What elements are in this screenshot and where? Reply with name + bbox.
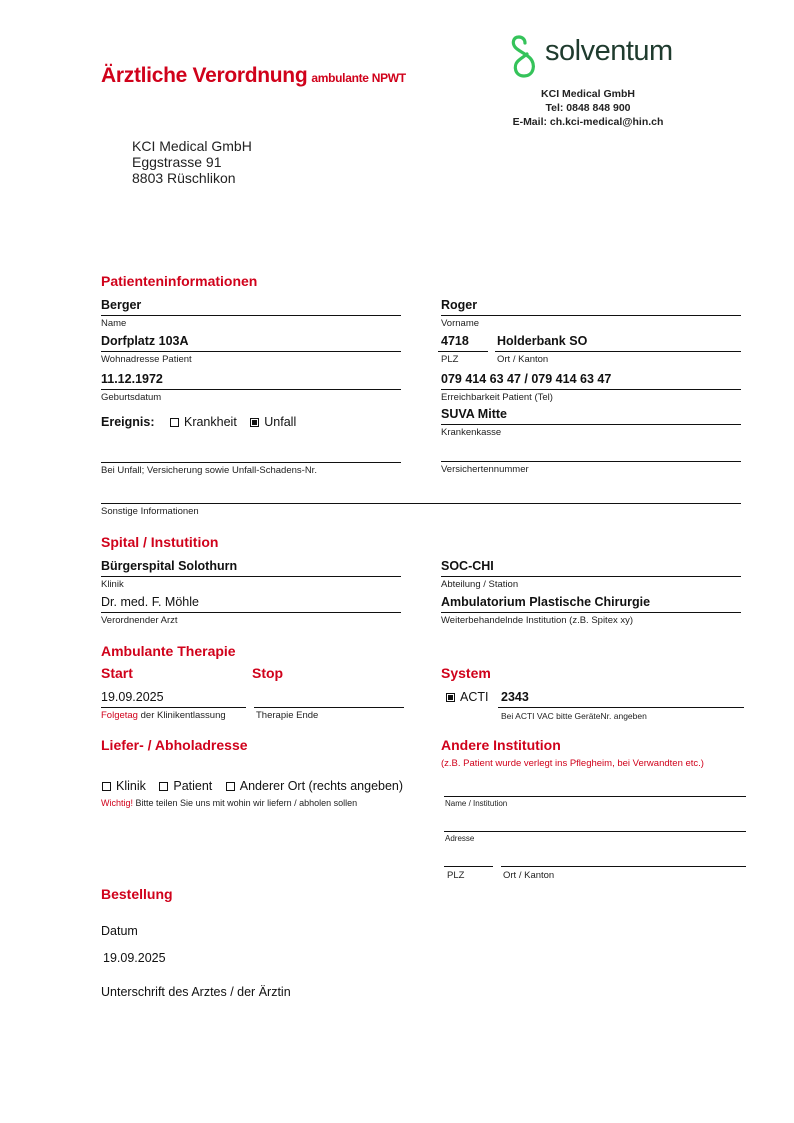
acti-label: ACTI — [460, 690, 489, 704]
doctor-value[interactable]: Dr. med. F. Möhle — [101, 595, 199, 609]
delivery-note — [101, 798, 357, 808]
start-heading: Start — [101, 665, 133, 681]
patient-vorname-value[interactable]: Roger — [441, 298, 478, 312]
patient-phone-value[interactable]: 079 414 63 47 / 079 414 63 47 — [441, 372, 612, 386]
patient-checkbox[interactable] — [159, 782, 168, 791]
delivery-note-red: Wichtig! — [101, 798, 134, 808]
doctor-label: Verordnender Arzt — [101, 615, 178, 626]
patient-name-label: Name — [101, 318, 127, 329]
other-address-line[interactable] — [444, 831, 746, 832]
patient-insurer-line — [441, 424, 741, 425]
other-name-line[interactable] — [444, 796, 746, 797]
recipient-line2: Eggstrasse 91 — [132, 154, 222, 170]
patient-ort-label: Ort / Kanton — [497, 354, 549, 365]
klinik-label: Klinik — [116, 779, 146, 793]
other-institution-heading: Andere Institution — [441, 737, 561, 753]
order-date-label: Datum — [101, 924, 138, 938]
recipient-line1: KCI Medical GmbH — [132, 138, 252, 154]
company-tel: Tel: 0848 848 900 — [545, 102, 631, 114]
doctor-line — [101, 612, 401, 613]
device-number-label: Bei ACTI VAC bitte GeräteNr. angeben — [501, 711, 647, 721]
accident-line[interactable] — [101, 462, 401, 463]
patient-birthdate-value[interactable]: 11.12.1972 — [101, 372, 163, 386]
logo-text: solventum — [545, 35, 673, 67]
department-value[interactable]: SOC-CHI — [441, 559, 494, 573]
department-line — [441, 576, 741, 577]
logo-mark-icon — [509, 34, 541, 80]
patient-phone-label: Erreichbarkeit Patient (Tel) — [441, 392, 553, 403]
patient-address-value[interactable]: Dorfplatz 103A — [101, 334, 189, 348]
patient-vorname-line — [441, 315, 741, 316]
event-label: Ereignis: — [101, 415, 155, 429]
event-selection — [101, 415, 306, 429]
insured-number-label: Versichertennummer — [441, 464, 529, 475]
start-date-label — [101, 710, 226, 721]
patient-insurer-label: Krankenkasse — [441, 427, 502, 438]
anderer-ort-checkbox[interactable] — [226, 782, 235, 791]
anderer-ort-label: Anderer Ort (rechts angeben) — [239, 779, 404, 793]
device-number-value[interactable]: 2343 — [501, 690, 529, 704]
recipient-line3: 8803 Rüschlikon — [132, 170, 236, 186]
signature-label: Unterschrift des Arztes / der Ärztin — [101, 985, 291, 999]
company-info — [500, 87, 676, 129]
other-info-label: Sonstige Informationen — [101, 506, 199, 517]
acti-checkbox[interactable] — [446, 693, 455, 702]
title-text: Ärztliche Verordnung — [101, 64, 308, 87]
patient-plz-value[interactable]: 4718 — [441, 334, 469, 348]
start-date-value[interactable]: 19.09.2025 — [101, 690, 164, 704]
stop-date-line[interactable] — [254, 707, 404, 708]
start-label-red: Folgetag — [101, 710, 138, 721]
document-title — [101, 64, 406, 88]
order-date-value[interactable]: 19.09.2025 — [103, 951, 166, 965]
title-subtitle: ambulante NPWT — [311, 71, 406, 85]
patient-name-line — [101, 315, 401, 316]
patient-address-line — [101, 351, 401, 352]
insured-number-line[interactable] — [441, 461, 741, 462]
patient-birthdate-label: Geburtsdatum — [101, 392, 162, 403]
company-name: KCI Medical GmbH — [541, 88, 635, 100]
patient-insurer-value[interactable]: SUVA Mitte — [441, 407, 507, 421]
solventum-logo — [509, 34, 684, 80]
patient-ort-line — [495, 351, 741, 352]
order-heading: Bestellung — [101, 886, 173, 902]
device-number-line — [498, 707, 744, 708]
patient-plz-label: PLZ — [441, 354, 459, 365]
patient-birthdate-line — [101, 389, 401, 390]
stop-date-label: Therapie Ende — [256, 710, 319, 721]
therapy-heading: Ambulante Therapie — [101, 643, 236, 659]
other-institution-hint: (z.B. Patient wurde verlegt ins Pflegheim, bei Verwandten etc.) — [441, 758, 704, 769]
system-option — [446, 690, 488, 704]
patient-address-label: Wohnadresse Patient — [101, 354, 192, 365]
other-ort-label: Ort / Kanton — [503, 870, 555, 881]
patient-plz-line — [438, 351, 488, 352]
clinic-value[interactable]: Bürgerspital Solothurn — [101, 559, 238, 573]
delivery-heading: Liefer- / Abholadresse — [101, 737, 248, 753]
start-label-rest: der Klinikentlassung — [137, 710, 226, 721]
delivery-note-rest: Bitte teilen Sie uns mit wohin wir liefern / abholen sollen — [135, 798, 358, 808]
patient-name-value[interactable]: Berger — [101, 298, 142, 312]
patient-label: Patient — [173, 779, 213, 793]
followup-line — [441, 612, 741, 613]
krankheit-label: Krankheit — [183, 415, 237, 429]
krankheit-checkbox[interactable] — [170, 418, 179, 427]
followup-value[interactable]: Ambulatorium Plastische Chirurgie — [441, 595, 651, 609]
company-email: E-Mail: ch.kci-medical@hin.ch — [512, 116, 664, 128]
patient-phone-line — [441, 389, 741, 390]
accident-label: Bei Unfall; Versicherung sowie Unfall-Schadens-Nr. — [101, 465, 317, 476]
delivery-options — [102, 779, 413, 793]
recipient-address — [132, 138, 252, 186]
followup-label: Weiterbehandelnde Institution (z.B. Spitex xy) — [441, 615, 634, 626]
clinic-label: Klinik — [101, 579, 124, 590]
other-ort-line[interactable] — [501, 866, 746, 867]
unfall-checkbox[interactable] — [250, 418, 259, 427]
stop-heading: Stop — [252, 665, 284, 681]
start-date-line — [101, 707, 246, 708]
klinik-checkbox[interactable] — [102, 782, 111, 791]
patient-ort-value[interactable]: Holderbank SO — [497, 334, 588, 348]
patient-heading: Patienteninformationen — [101, 273, 258, 289]
other-info-line[interactable] — [101, 503, 741, 504]
patient-vorname-label: Vorname — [441, 318, 480, 329]
system-heading: System — [441, 665, 491, 681]
other-plz-line[interactable] — [444, 866, 493, 867]
other-name-label: Name / Institution — [445, 799, 508, 808]
department-label: Abteilung / Station — [441, 579, 519, 590]
other-plz-label: PLZ — [447, 870, 465, 881]
unfall-label: Unfall — [264, 415, 297, 429]
hospital-heading: Spital / Instutition — [101, 534, 219, 550]
clinic-line — [101, 576, 401, 577]
other-address-label: Adresse — [445, 834, 475, 843]
